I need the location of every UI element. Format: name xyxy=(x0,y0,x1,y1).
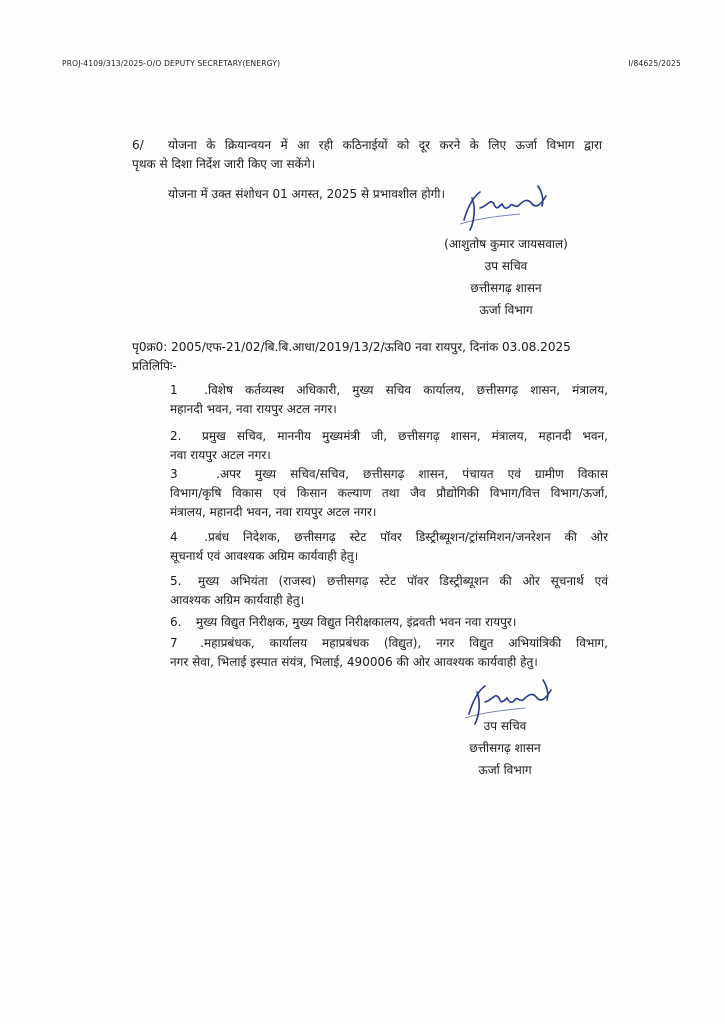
copy-item-3-line-3: मंत्रालय, महानदी भवन, नवा रायपुर अटल नगर। xyxy=(170,505,377,519)
copy-item-5 xyxy=(170,572,608,610)
point-6 xyxy=(132,136,602,174)
copy-item-5-number: 5. xyxy=(170,574,182,588)
point-6-line-1: योजना के क्रियान्वयन में आ रही कठिनाईयों को दूर करने के लिए ऊर्जा विभाग द्वारा xyxy=(168,138,602,152)
copy-item-7-number: 7 . xyxy=(170,636,204,650)
copy-item-2-number: 2. xyxy=(170,429,182,443)
signature-1-image xyxy=(450,178,560,238)
signatory-1-department: ऊर्जा विभाग xyxy=(479,303,533,317)
copy-item-4-line-1: प्रबंध निदेशक, छत्तीसगढ़ स्टेट पॉवर डिस्ट्रीब्यूशन/ट्रांसमिशन/जनरेशन की ओर xyxy=(208,530,608,544)
copy-item-6-line-1: मुख्य विद्युत निरीक्षक, मुख्य विद्युत निरीक्षकालय, इंद्रवती भवन नवा रायपुर। xyxy=(196,615,517,629)
copy-item-2 xyxy=(170,427,608,465)
signatory-2-designation: उप सचिव xyxy=(483,719,527,733)
copy-item-3-line-2: विभाग/कृषि विकास एवं किसान कल्याण तथा जैव प्रौद्योगिकी विभाग/वित्त विभाग/ऊर्जा, xyxy=(170,486,608,500)
point-6-line-2: पृथक से दिशा निर्देश जारी किए जा सकेंगे। xyxy=(132,157,316,171)
copy-item-2-line-2: नवा रायपुर अटल नगर। xyxy=(170,448,271,462)
copy-item-1-line-1: विशेष कर्तव्यस्थ अधिकारी, मुख्य सचिव कार्यालय, छत्तीसगढ़ शासन, मंत्रालय, xyxy=(208,383,608,397)
point-6-number: 6/ xyxy=(132,138,144,152)
signatory-2-department: ऊर्जा विभाग xyxy=(478,763,532,777)
copy-item-6-number: 6. xyxy=(170,615,182,629)
signatory-1-block xyxy=(420,233,592,321)
copy-item-3 xyxy=(170,465,608,522)
signatory-1-name: (आशुतोष कुमार जायसवाल) xyxy=(444,237,568,251)
copy-item-1 xyxy=(170,381,608,419)
copy-to-label: प्रतिलिपिः- xyxy=(132,359,177,373)
endorsement-reference: पृ0क्र0: 2005/एफ-21/02/बि.बि.आधा/2019/13/2/ऊवि0 नवा रायपुर, दिनांक 03.08.2025 xyxy=(132,340,571,354)
signatory-1-designation: उप सचिव xyxy=(484,259,528,273)
copy-item-1-number: 1 . xyxy=(170,383,208,397)
copy-item-3-number: 3 . xyxy=(170,467,220,481)
copy-item-7 xyxy=(170,634,608,672)
copy-item-6 xyxy=(170,613,608,632)
copy-item-4-line-2: सूचनार्थ एवं आवश्यक अग्रिम कार्यवाही हेतु। xyxy=(170,549,359,563)
signatory-2-block xyxy=(430,715,580,781)
effective-date-line: योजना में उक्त संशोधन 01 अगस्त, 2025 से प्रभावशील होगी। xyxy=(168,187,446,201)
copy-item-5-line-2: आवश्यक अग्रिम कार्यवाही हेतु। xyxy=(170,593,305,607)
document-number: I/84625/2025 xyxy=(628,59,681,68)
signatory-1-government: छत्तीसगढ़ शासन xyxy=(470,281,542,295)
copy-item-1-line-2: महानदी भवन, नवा रायपुर अटल नगर। xyxy=(170,402,337,416)
endorsement-block xyxy=(132,338,571,376)
copy-item-3-line-1: अपर मुख्य सचिव/सचिव, छत्तीसगढ़ शासन, पंचायत एवं ग्रामीण विकास xyxy=(220,467,608,481)
copy-item-4 xyxy=(170,528,608,566)
copy-item-2-line-1: प्रमुख सचिव, माननीय मुख्यमंत्री जी, छत्तीसगढ़ शासन, मंत्रालय, महानदी भवन, xyxy=(202,429,608,443)
copy-item-7-line-1: महाप्रबंधक, कार्यालय महाप्रबंधक (विद्युत), नगर विद्युत अभियांत्रिकी विभाग, xyxy=(204,636,608,650)
copy-item-4-number: 4 . xyxy=(170,530,208,544)
file-reference: PROJ-4109/313/2025-O/O DEPUTY SECRETARY(ENERGY) xyxy=(62,59,281,68)
signatory-2-government: छत्तीसगढ़ शासन xyxy=(469,741,541,755)
copy-item-7-line-2: नगर सेवा, भिलाई इस्पात संयंत्र, भिलाई, 490006 की ओर आवश्यक कार्यवाही हेतु। xyxy=(170,655,538,669)
copy-item-5-line-1: मुख्य अभियंता (राजस्व) छत्तीसगढ़ स्टेट पॉवर डिस्ट्रीब्यूशन की ओर सूचनार्थ एवं xyxy=(198,574,608,588)
